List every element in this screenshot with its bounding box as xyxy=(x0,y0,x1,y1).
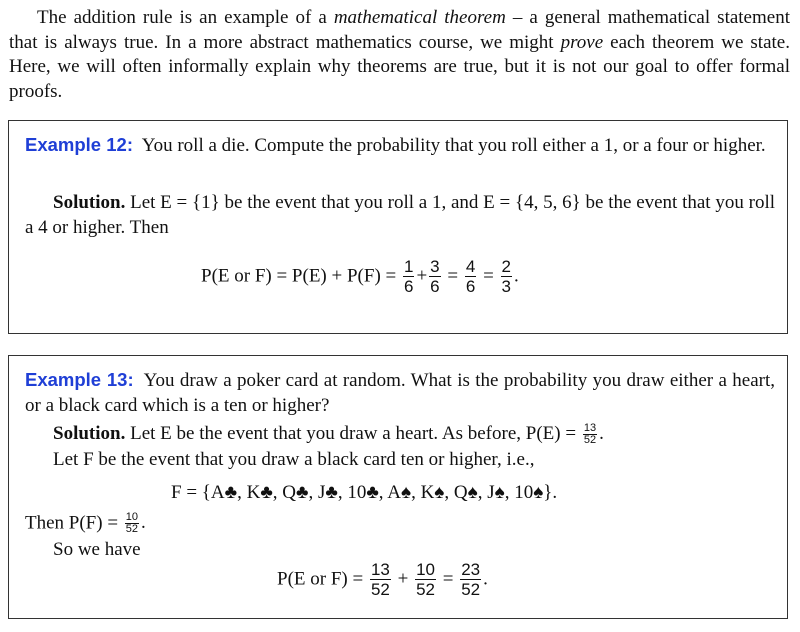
example-12-problem-text: You roll a die. Compute the probability that you roll either a 1, or a four or higher. xyxy=(141,135,766,156)
then-pf-line: Then P(F) = $\frac{10}{52}$ . xyxy=(25,511,146,536)
example-12-equation xyxy=(201,257,519,296)
eq12-equals-1: = xyxy=(447,265,459,287)
so-we-have: So we have xyxy=(53,539,141,560)
example-13-problem xyxy=(25,368,775,418)
eq12-lhs: P(E or F) = P(E) + P(F) = xyxy=(201,265,397,287)
eq13-frac-1: $\frac{13}{52}$ xyxy=(370,560,390,599)
example-12-solution-text: Let E = {1} be the event that you roll a 1, and E = {4, 5, 6} be the event that you roll a 4 or higher. Then xyxy=(25,192,775,238)
example-13-box xyxy=(8,355,788,619)
eq12-equals-2: = xyxy=(483,265,494,287)
set-f: F = {A♣, K♣, Q♣, J♣, 10♣, A♠, K♠, Q♠, J♠, 10♠}. xyxy=(171,482,558,503)
intro-text-1: The addition rule is an example of a xyxy=(37,7,334,28)
example-12-box xyxy=(8,120,788,334)
pf-frac: $\frac{10}{52}$ xyxy=(125,511,139,536)
example-12-title: Example 12: xyxy=(25,134,133,155)
eq12-frac-3: $\frac{4}{6}$ xyxy=(465,257,476,296)
example-12-solution-label: Solution. xyxy=(53,192,126,213)
eq13-plus: + xyxy=(397,568,409,590)
intro-text-2: – a general mathematical statement that is always true. In a more abstract mathematics course, we might xyxy=(9,7,790,53)
eq13-frac-2: $\frac{10}{52}$ xyxy=(416,560,435,599)
example-12-problem xyxy=(25,133,775,159)
pe-frac: $\frac{13}{52}$ xyxy=(583,422,597,447)
prove-word: prove xyxy=(560,31,604,53)
eq13-frac-3: $\frac{23}{52}$ xyxy=(461,560,481,599)
eq13-lhs: P(E or F) = xyxy=(277,568,364,590)
example-13-solution-text1: Let E be the event that you draw a heart. As before, P(E) = xyxy=(125,423,577,444)
eq12-frac-2: $\frac{3}{6}$ xyxy=(430,257,440,296)
theorem-term: mathematical theorem xyxy=(333,7,506,28)
then-text: Then P(F) = xyxy=(25,512,119,534)
eq13-equals: = xyxy=(442,568,454,590)
example-13-solution-line2: Let F be the event that you draw a black card ten or higher, i.e., xyxy=(53,449,535,470)
eq12-plus: + xyxy=(416,265,428,287)
example-13-solution-line1: Solution. Let E be the event that you draw a heart. As before, P(E) = $\frac{13}{52}$ . xyxy=(53,422,604,447)
eq12-frac-4: $\frac{2}{3}$ xyxy=(501,257,512,296)
example-13-equation xyxy=(277,560,488,599)
example-13-title: Example 13: xyxy=(25,369,134,390)
eq12-frac-1: $\frac{1}{6}$ xyxy=(403,257,414,296)
eq13-period: . xyxy=(483,568,488,590)
example-13-problem-text: You draw a poker card at random. What is the probability you draw either a heart, or a black card which is a ten or higher? xyxy=(25,370,776,416)
intro-text-3: each theorem we state. Here, we will often informally explain why theorems are true, but it is not our goal to offer formal proofs. xyxy=(9,31,790,102)
eq12-period: . xyxy=(514,265,519,287)
example-13-solution-label: Solution. xyxy=(53,423,126,444)
intro-paragraph xyxy=(9,6,790,104)
example-12-solution xyxy=(25,191,775,240)
